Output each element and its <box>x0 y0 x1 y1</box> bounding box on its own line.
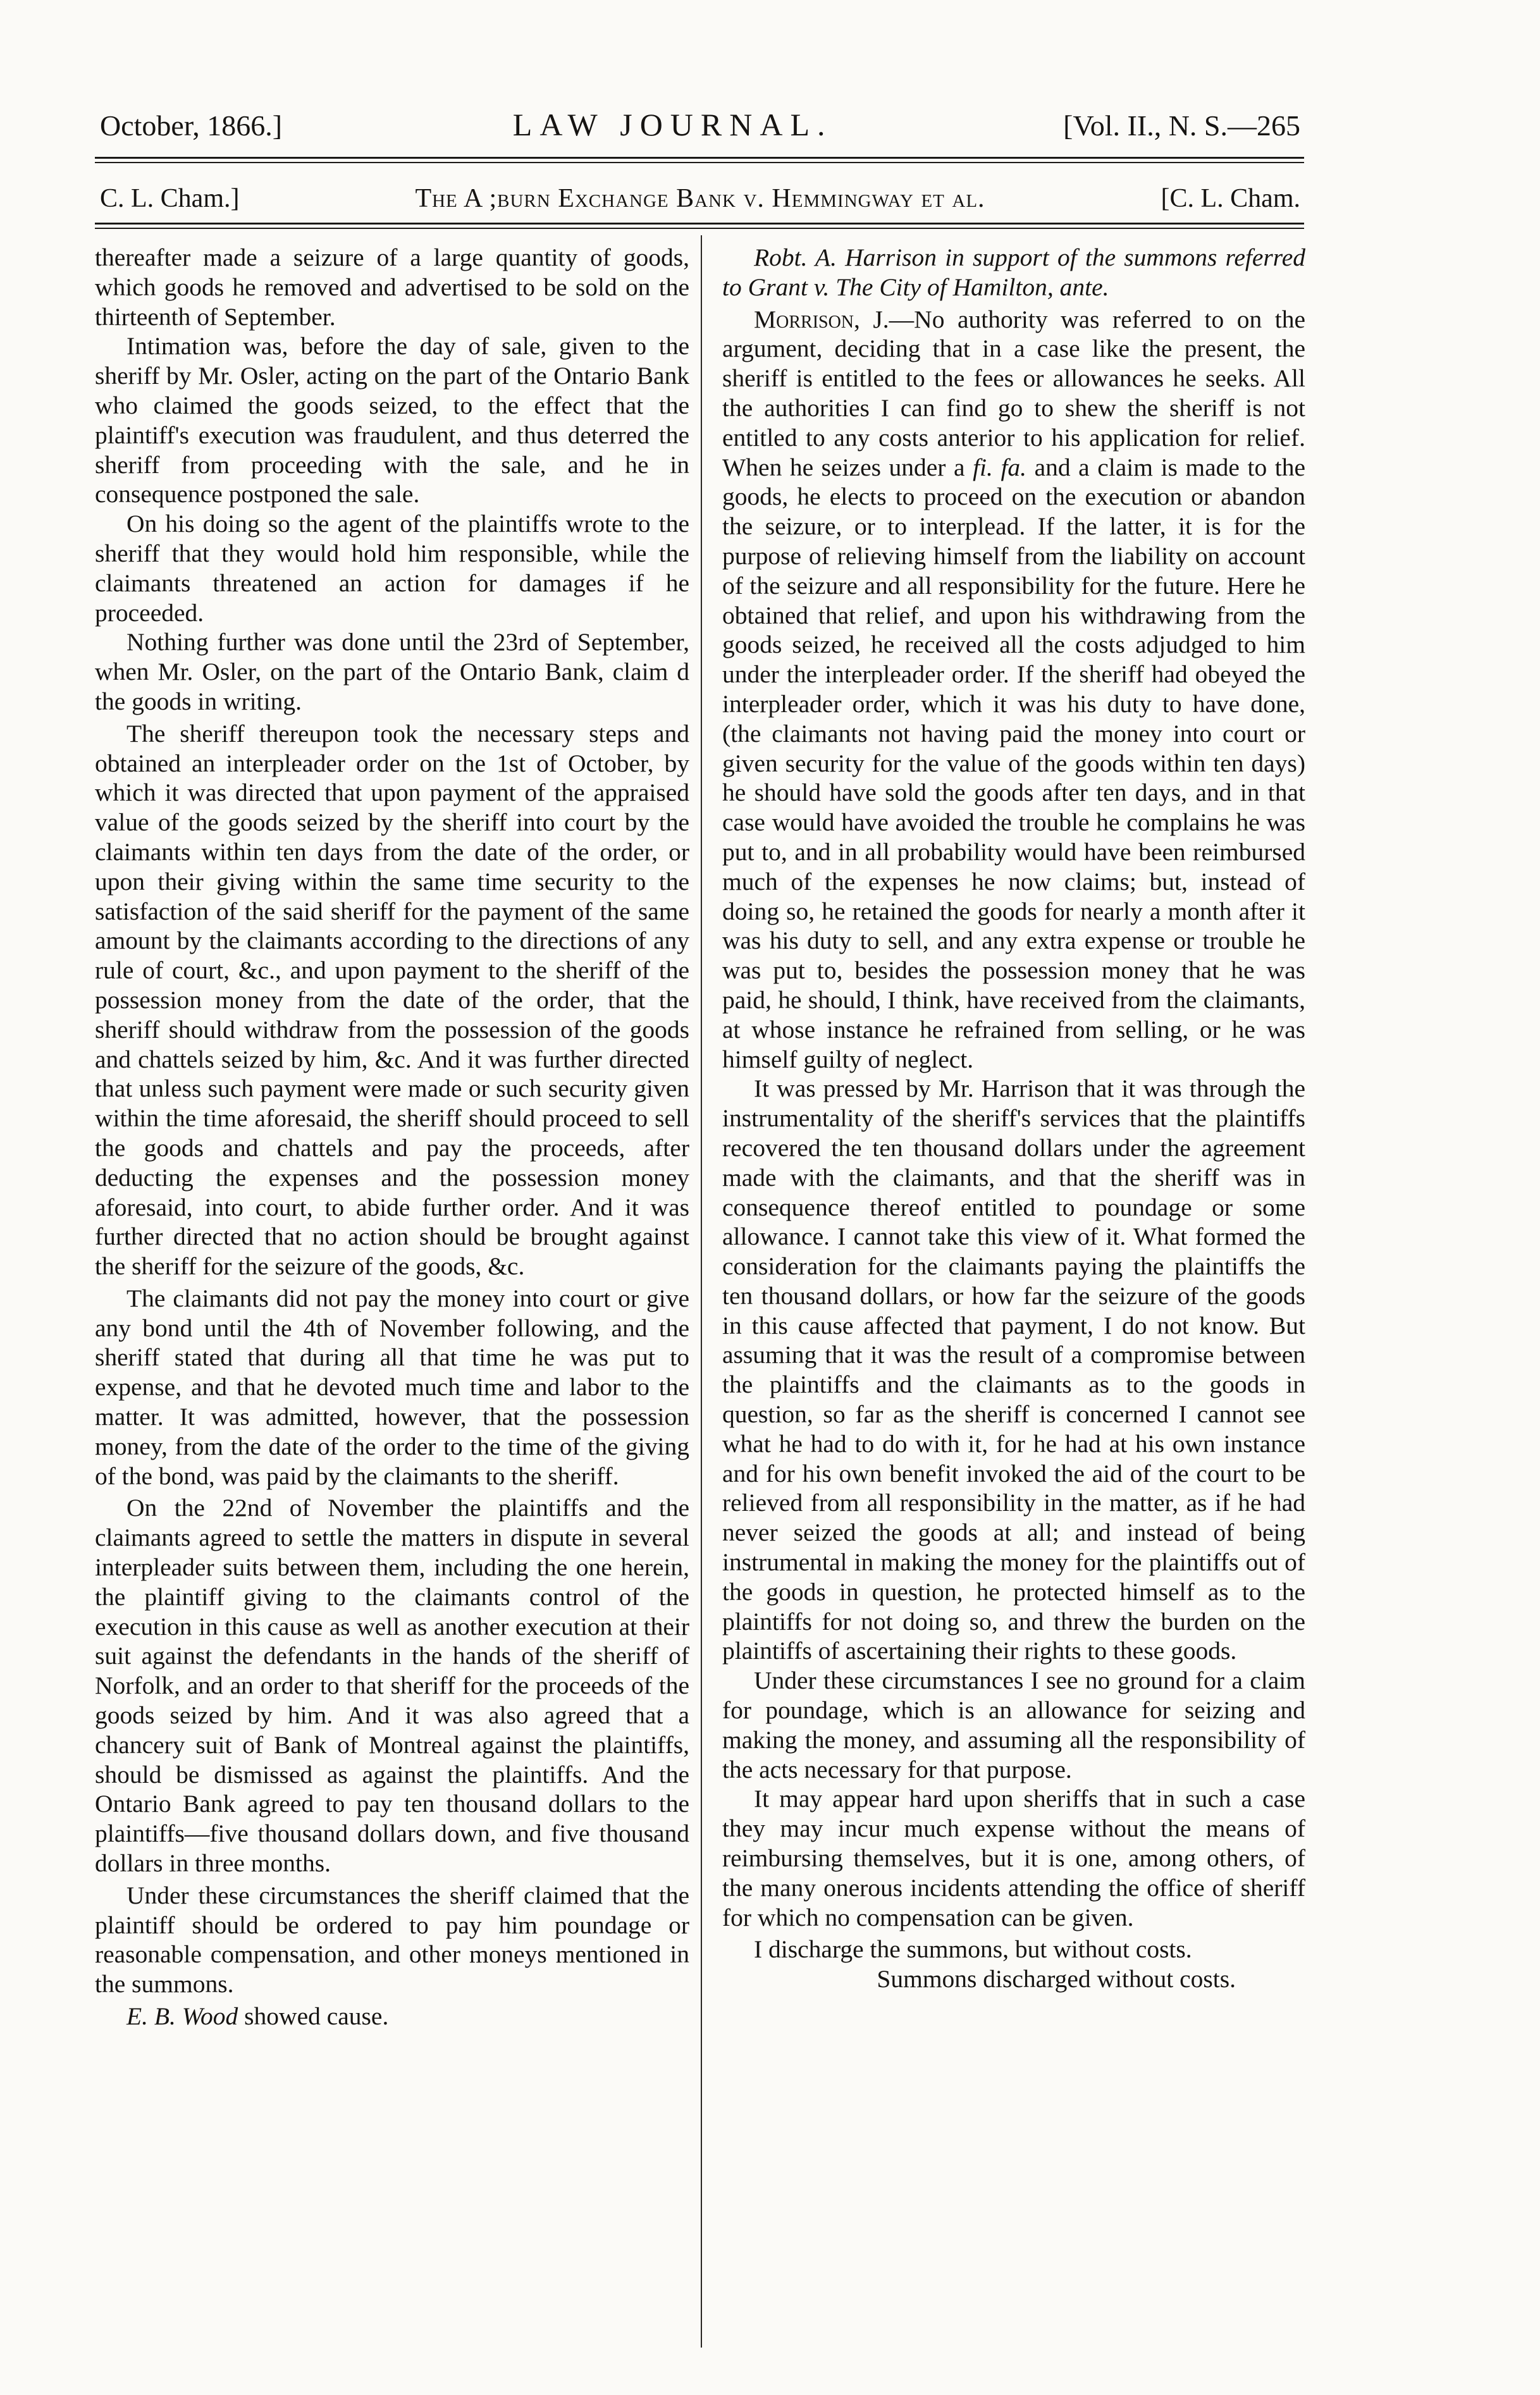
court-label-left: C. L. Cham.] <box>100 184 240 213</box>
journal-title: LAW JOURNAL. <box>512 107 833 142</box>
running-header <box>100 106 1300 143</box>
left-column <box>95 243 689 2031</box>
paragraph: The sheriff thereupon took the necessary steps and obtained an interpleader order on the 1st of October, by which it was directed that upon payment of the appraised value of the goods seized by the sheriff into court by the claimants within ten days from the date of the order, or upon their giving within the same time security to the satisfaction of the said sheriff for the payment of the same amount by the claimants according to the directions of any rule of court, &c., and upon payment to the sheriff of the possession money from the date of the order, that the sheriff should withdraw from the possession of the goods and chattels seized by him, &c. And it was further directed that unless such payment were made or such security given within the time aforesaid, the sheriff should proceed to sell the goods and chattels and pay the proceeds, after deducting the expenses and the possession money aforesaid, into court, to abide further order. And it was further directed that no action should be brought against the sheriff for the seizure of the goods, &c. <box>95 719 689 1281</box>
paragraph: It may appear hard upon sheriffs that in such a case they may incur much expense without the means of reimbursing themselves, but it is one, among others, of the many onerous incidents attending the office of sheriff for which no compensation can be given. <box>722 1785 1305 1931</box>
case-header-rule <box>95 228 1304 229</box>
case-citation: Grant v. The City of Hamilton, ante. <box>748 273 1109 301</box>
paragraph: Nothing further was done until the 23rd of September, when Mr. Osler, on the part of the Ontario Bank, claim d the goods in writing. <box>95 628 689 715</box>
header-rule <box>95 157 1304 159</box>
counsel-name: E. B. Wood <box>126 2002 238 2031</box>
judgment-text: —No authority was referred to on the argument, deciding that in a case like the present, the sheriff is entitled to the fees or allowances he seeks. All the authorities I can find go to shew the sheriff is not entitled to any costs anterior to his application for relief. When he seizes under a <box>722 305 1305 481</box>
writ-name: fi. fa. <box>973 453 1027 481</box>
counsel-name: Robt. A. Harrison <box>754 243 937 271</box>
case-header-rule <box>95 223 1304 225</box>
judge-name: Morrison, J. <box>754 305 889 333</box>
court-label-right: [C. L. Cham. <box>1161 184 1300 213</box>
support-line <box>722 243 1305 302</box>
paragraph: Under these circumstances I see no ground for a claim for poundage, which is an allowance for seizing and making the money, and assuming all the responsibility of the acts necessary for that purpose. <box>722 1666 1305 1783</box>
issue-date: October, 1866.] <box>100 109 283 142</box>
paragraph: On his doing so the agent of the plaintiffs wrote to the sheriff that they would hold him responsible, while the claimants threatened an action for damages if he proceeded. <box>95 510 689 627</box>
paragraph: thereafter made a seizure of a large quantity of goods, which goods he removed and advertised to be sold on the thirteenth of September. <box>95 243 689 331</box>
case-title: The A ;burn Exchange Bank v. Hemmingway et al. <box>415 184 985 213</box>
case-header <box>100 183 1300 214</box>
paragraph: Under these circumstances the sheriff claimed that the plaintiff should be ordered to pay him poundage or reasonable compensation, and other moneys mentioned in the summons. <box>95 1881 689 1998</box>
column-separator <box>701 235 702 2348</box>
right-column <box>722 243 1305 1994</box>
showing-cause-text: showed cause. <box>238 2002 389 2031</box>
paragraph: Intimation was, before the day of sale, given to the sheriff by Mr. Osler, acting on the part of the Ontario Bank who claimed the goods seized, to the effect that the plaintiff's execution was fraudulent, and thus deterred the sheriff from proceeding with the sale, and he in consequence postponed the sale. <box>95 332 689 508</box>
volume-page: [Vol. II., N. S.—265 <box>1063 109 1300 142</box>
paragraph: The claimants did not pay the money into court or give any bond until the 4th of November following, and the sheriff stated that during all that time he was put to expense, and that he devoted much time and labor to the matter. It was admitted, however, that the possession money, from the date of the order to the time of the giving of the bond, was paid by the claimants to the sheriff. <box>95 1284 689 1490</box>
paragraph: It was pressed by Mr. Harrison that it was through the instrumentality of the sheriff's services that the plaintiffs recovered the ten thousand dollars under the agreement made with the claimants, and that the sheriff was in consequence thereof entitled to poundage or some allowance. I cannot take this view of it. What formed the consideration for the claimants paying the plaintiffs the ten thousand dollars, or how far the seizure of the goods in this cause affected that payment, I do not know. But assuming that it was the result of a compromise between the plaintiffs and the claimants as to the goods in question, so far as the sheriff is concerned I cannot see what he had to do with it, for he had at his own instance and for his own benefit invoked the aid of the court to be relieved from all responsibility in the matter, as if he had never seized the goods at all; and instead of being instrumental in making the money for the plaintiffs out of the goods in question, he protected himself as to the plaintiffs for not doing so, and threw the burden on the plaintiffs of ascertaining their rights to these goods. <box>722 1074 1305 1665</box>
showing-cause-line <box>95 2002 689 2031</box>
paragraph: On the 22nd of November the plaintiffs and the claimants agreed to settle the matters in dispute in several interpleader suits between them, including the one herein, the plaintiff giving to the claimants control of the execution in this cause as well as another execution at their suit against the defendants in the hands of the sheriff of Norfolk, and an order to that sheriff for the proceeds of the goods seized by him. And it was also agreed that a chancery suit of Bank of Montreal against the plaintiffs, should be dismissed as against the plaintiffs. And the Ontario Bank agreed to pay ten thousand dollars to the plaintiffs—five thousand dollars down, and five thousand dollars in three months. <box>95 1494 689 1878</box>
judgment-paragraph <box>722 305 1305 1074</box>
disposition: Summons discharged without costs. <box>877 1965 1236 1993</box>
support-text: in support of the summons referred to <box>722 243 1305 301</box>
judgment-text: and a claim is made to the goods, he elects to proceed on the execution or abandon the seizure, or to interplead. If the latter, it is for the purpose of relieving himself from the liability on account of the seizure and all responsibility for the future. Here he obtained that relief, and upon his withdrawing from the goods seized, he received all the costs adjudged to him under the interpleader order. If the sheriff had obeyed the interpleader order, which it was his duty to have done, (the claimants not having paid the money into court or given security for the value of the goods within ten days) he should have sold the goods after ten days, and in that case would have avoided the trouble he complains he was put to, and in all probability would have been reimbursed much of the expenses he now claims; but, instead of doing so, he retained the goods for nearly a month after it was his duty to sell, and any extra expense or trouble he was put to, besides the possession money that he was paid, he should, I think, have received from the claimants, at whose instance he refrained from selling, or he was himself guilty of neglect. <box>722 453 1305 1073</box>
header-rule <box>95 162 1304 163</box>
paragraph: I discharge the summons, but without costs. <box>754 1935 1192 1964</box>
